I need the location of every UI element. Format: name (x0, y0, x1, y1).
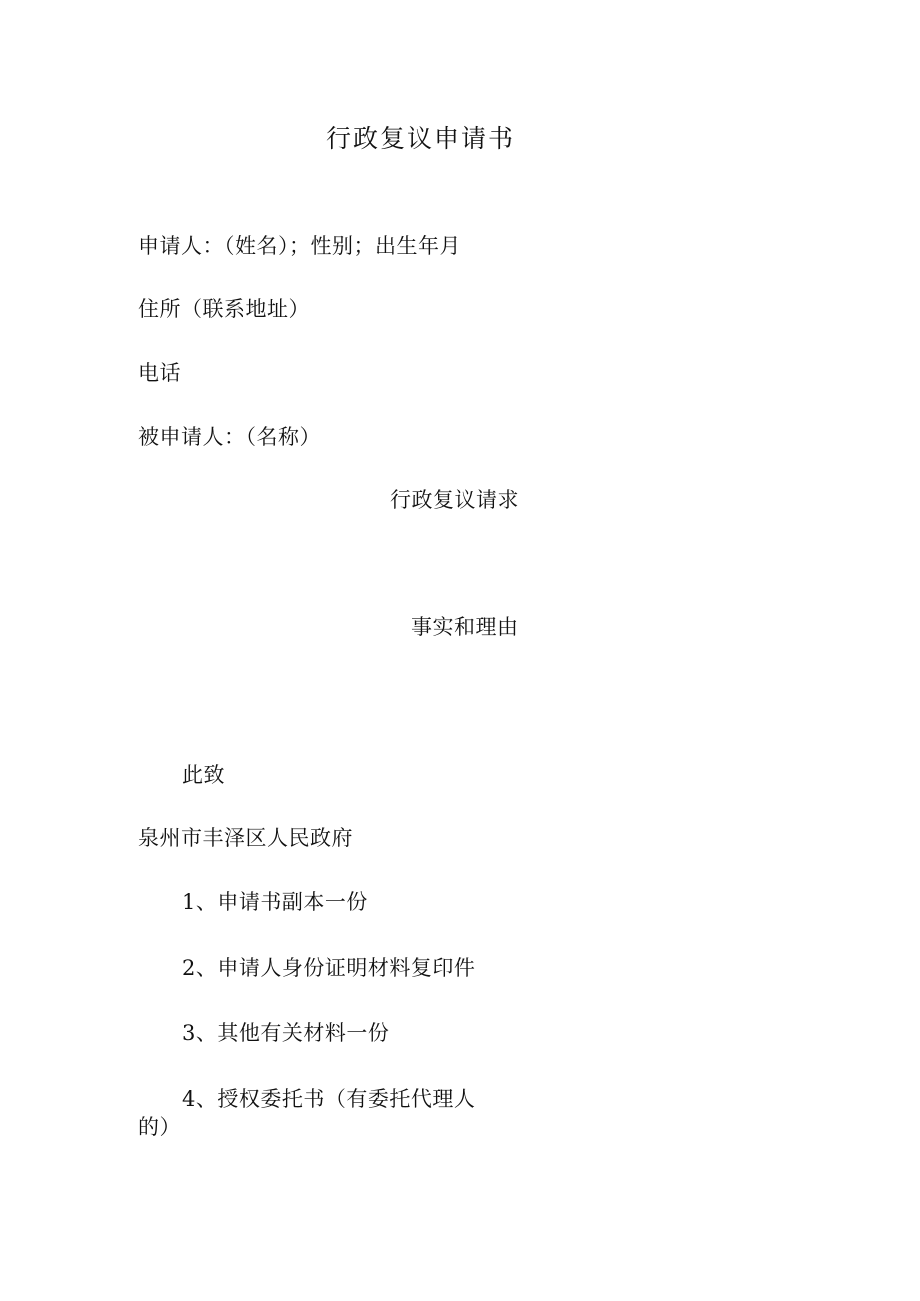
attachment-item: 2、申请人身份证明材料复印件 (182, 956, 476, 980)
attachment-item: 1、申请书副本一份 (182, 890, 368, 914)
address-line: 住所（联系地址） (138, 297, 310, 321)
attachment-item: 3、其他有关材料一份 (182, 1021, 390, 1045)
phone-line: 电话 (138, 361, 181, 385)
facts-heading: 事实和理由 (411, 615, 519, 639)
document-title: 行政复议申请书 (326, 124, 516, 153)
recipient: 泉州市丰泽区人民政府 (138, 826, 353, 850)
attachment-item: 4、授权委托书（有委托代理人的） (138, 1087, 476, 1139)
applicant-line: 申请人：（姓名）；性别；出生年月 (138, 234, 461, 258)
salutation: 此致 (182, 763, 225, 787)
respondent-line: 被申请人：（名称） (138, 425, 321, 449)
request-heading: 行政复议请求 (390, 488, 519, 512)
